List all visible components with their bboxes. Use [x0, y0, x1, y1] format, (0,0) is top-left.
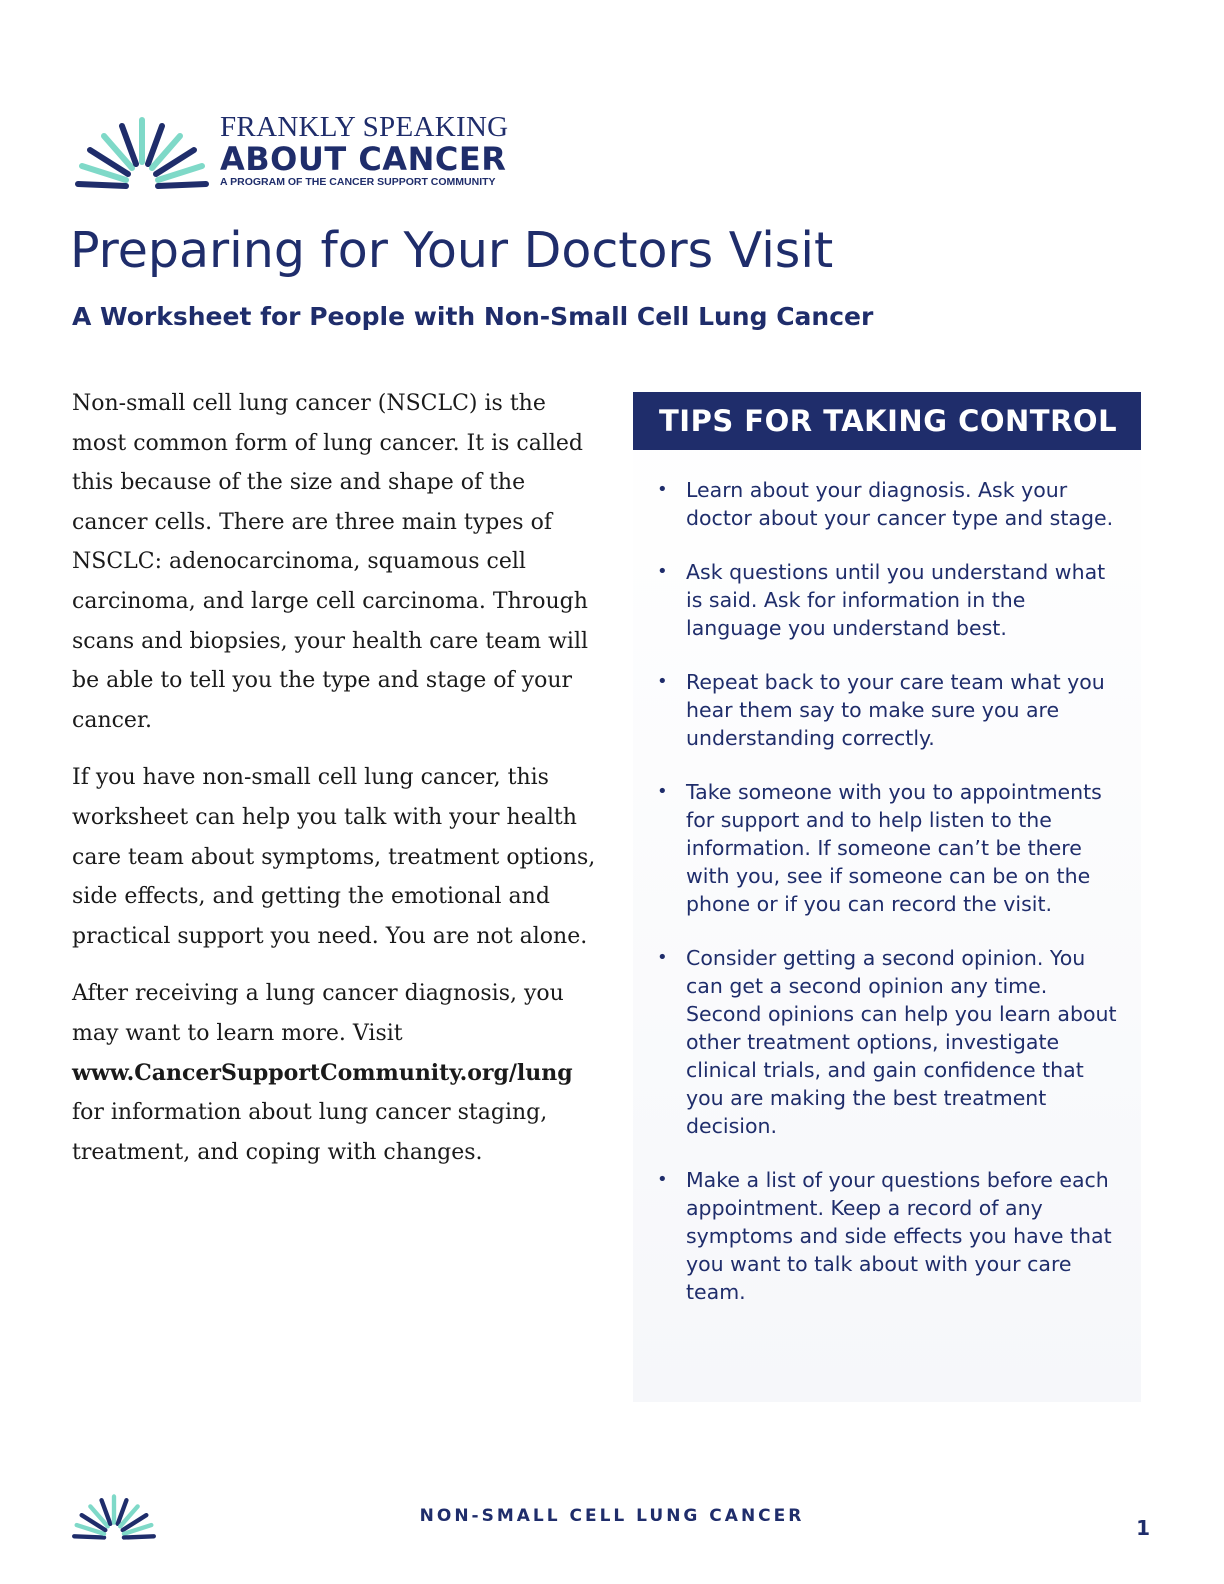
- list-item: [633, 778, 1141, 918]
- tip-text: Learn about your diagnosis. Ask your doctor about your cancer type and stage.: [686, 478, 1114, 530]
- brand-logo: [72, 112, 542, 192]
- bullet-icon: •: [657, 1169, 668, 1190]
- brand-wordmark: [220, 112, 508, 188]
- intro-text: [72, 384, 602, 1190]
- sunburst-logo-icon: [72, 116, 212, 190]
- list-item: [633, 476, 1141, 532]
- intro-paragraph-2: If you have non-small cell lung cancer, this worksheet can help you talk with your health care team about symptoms, treatment options, side effects, and getting the emotional and practical support you need. You are not alone.: [72, 765, 596, 949]
- list-item: [633, 558, 1141, 642]
- footer-label: NON-SMALL CELL LUNG CANCER: [419, 1506, 805, 1526]
- list-item: [633, 668, 1141, 752]
- bullet-icon: •: [657, 671, 668, 692]
- bullet-icon: •: [657, 947, 668, 968]
- bullet-icon: •: [657, 781, 668, 802]
- brand-line2: ABOUT CANCER: [220, 140, 507, 178]
- bullet-icon: •: [657, 479, 668, 500]
- tip-text: Ask questions until you understand what is said. Ask for information in the language you understand best.: [686, 560, 1106, 640]
- brand-line3: A PROGRAM OF THE CANCER SUPPORT COMMUNITY: [220, 176, 496, 188]
- tip-text: Make a list of your questions before each appointment. Keep a record of any symptoms and side effects you have that you want to talk about with your care team.: [686, 1168, 1112, 1304]
- list-item: [633, 1166, 1141, 1306]
- tip-text: Repeat back to your care team what you hear them say to make sure you are understanding correctly.: [686, 670, 1105, 750]
- paragraph-3-lead: After receiving a lung cancer diagnosis, you may want to learn more. Visit: [72, 981, 564, 1046]
- page-number: 1: [1136, 1516, 1150, 1540]
- tip-text: Consider getting a second opinion. You can get a second opinion any time. Second opinions can help you learn about other treatment options, investigate clinical trials, and gain confidence that you are making the best treatment decision.: [686, 946, 1117, 1138]
- intro-paragraph-3: [72, 974, 602, 1172]
- list-item: [633, 944, 1141, 1140]
- bullet-icon: •: [657, 561, 668, 582]
- tips-panel: [633, 392, 1141, 1402]
- tips-list: [633, 450, 1141, 1306]
- website-link[interactable]: www.CancerSupportCommunity.org/lung: [72, 1059, 573, 1086]
- brand-line1: FRANKLY SPEAKING: [220, 111, 509, 143]
- tips-header: TIPS FOR TAKING CONTROL: [633, 392, 1141, 450]
- paragraph-3-tail: for information about lung cancer staging, treatment, and coping with changes.: [72, 1100, 548, 1165]
- page-subtitle: A Worksheet for People with Non-Small Cell Lung Cancer: [72, 302, 874, 331]
- tip-text: Take someone with you to appointments for support and to help listen to the information. If someone can’t be there with you, see if someone can be on the phone or if you can record the visit.: [686, 780, 1102, 916]
- intro-paragraph-1: Non-small cell lung cancer (NSCLC) is the most common form of lung cancer. It is called this because of the size and shape of the cancer cells. There are three main types of NSCLC: adenocarcinoma, squamous cell carcinoma, and large cell carcinoma. Through scans and biopsies, your health care team will be able to tell you the type and stage of your cancer.: [72, 391, 589, 733]
- page-title: Preparing for Your Doctors Visit: [70, 222, 834, 279]
